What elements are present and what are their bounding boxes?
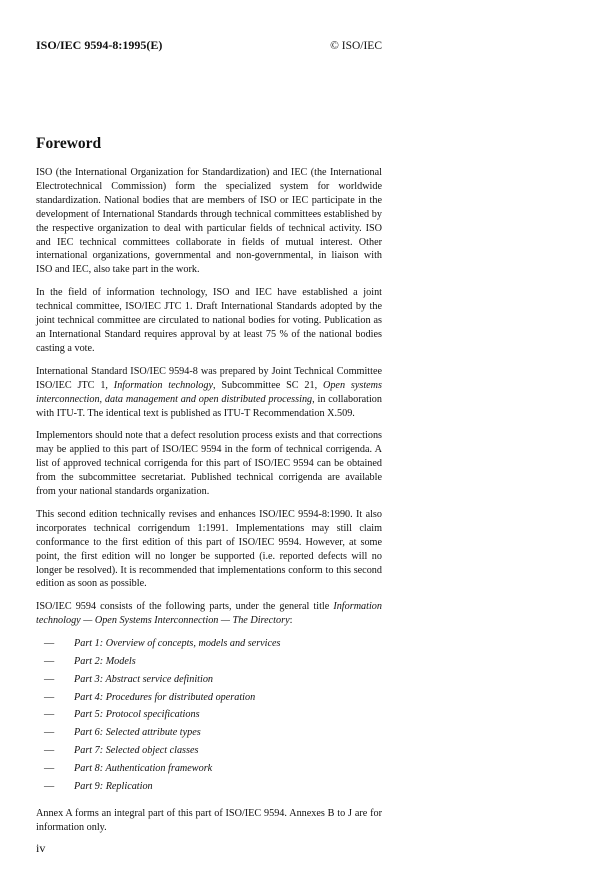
list-dash: — — [44, 762, 55, 774]
list-dash: — — [44, 673, 55, 685]
list-dash: — — [44, 744, 55, 756]
part-label: Part 6: Selected attribute types — [74, 727, 201, 739]
preparation-text-3: , in collaboration with ITU-T. The identical text is published as ITU-T Recommendation X.509. — [36, 393, 382, 419]
paragraph-joint-committee: In the field of information technology, ISO and IEC have established a joint technical committee, ISO/IEC JTC 1. Draft International Standards adopted by the joint technical committee are circulated to national bodies for voting. Publication as an International Standard requires approval by at least 75 % of the national bodies casting a vote. — [36, 287, 382, 354]
page-number: iv — [36, 841, 46, 855]
part-label: Part 7: Selected object classes — [74, 744, 199, 756]
list-dash: — — [44, 727, 55, 739]
list-item — [36, 673, 382, 691]
list-dash: — — [44, 655, 55, 667]
list-dash: — — [44, 780, 55, 792]
preparation-italic-1: Information technology — [113, 379, 214, 391]
list-dash: — — [44, 691, 55, 703]
part-label: Part 3: Abstract service definition — [74, 673, 214, 685]
part-label: Part 1: Overview of concepts, models and services — [74, 638, 281, 650]
parts-intro-text-2: : — [289, 615, 293, 627]
part-label: Part 9: Replication — [74, 780, 153, 792]
preparation-text-1: International Standard ISO/IEC 9594-8 was prepared by Joint Technical Committee ISO/IEC JTC 1, — [36, 365, 382, 391]
part-label: Part 2: Models — [74, 655, 136, 667]
paragraph-preparation — [36, 365, 382, 421]
preparation-italic-2: Open systems interconnection, data management and open distributed processing — [36, 379, 382, 405]
foreword-body — [36, 166, 382, 844]
paragraph-second-edition: This second edition technically revises and enhances ISO/IEC 9594-8:1990. It also incorporates technical corrigendum 1:1991. Implementations may still claim conformance to the first edition of this part of ISO/IEC 9594. However, at some point, the first edition will no longer be supported (i.e. reported defects will no longer be resolved). It is recommended that implementations conform to this second edition as soon as possible. — [36, 508, 382, 590]
parts-list — [36, 637, 382, 797]
list-item — [36, 726, 382, 744]
list-dash: — — [44, 709, 55, 721]
list-item — [36, 691, 382, 709]
paragraph-annexes: Annex A forms an integral part of this part of ISO/IEC 9594. Annexes B to J are for information only. — [36, 808, 382, 834]
part-label: Part 5: Protocol specifications — [74, 709, 200, 721]
paragraph-organizations: ISO (the International Organization for Standardization) and IEC (the International Electrotechnical Commission) form the specialized system for worldwide standardization. National bodies that are members of ISO or IEC participate in the development of International Standards through technical committees established by the respective organization to deal with particular fields of technical activity. ISO and IEC technical committees collaborate in fields of mutual interest. Other international organizations, governmental and non-governmental, in liaison with ISO and IEC, also take part in the work. — [36, 167, 382, 276]
copyright-notice: © ISO/IEC — [330, 40, 382, 52]
part-label: Part 8: Authentication framework — [74, 762, 213, 774]
list-item — [36, 744, 382, 762]
list-item — [36, 708, 382, 726]
paragraph-corrigenda: Implementors should note that a defect resolution process exists and that corrections may be applied to this part of ISO/IEC 9594 in the form of technical corrigenda. A list of approved technical corrigenda for this part of ISO/IEC 9594 can be obtained from the subcommittee secretariat. Published technical corrigenda are available from your national standards organization. — [36, 430, 382, 498]
preparation-text-2: , Subcommittee SC 21, — [213, 379, 323, 391]
list-item — [36, 780, 382, 798]
parts-intro-italic: Information technology — Open Systems Interconnection — The Directory — [36, 601, 382, 627]
list-item — [36, 655, 382, 673]
parts-intro-text-1: ISO/IEC 9594 consists of the following parts, under the general title — [36, 601, 334, 613]
document-id: ISO/IEC 9594-8:1995(E) — [36, 38, 163, 52]
page-title: Foreword — [36, 135, 102, 152]
list-item — [36, 637, 382, 655]
page-header — [36, 38, 382, 53]
list-dash: — — [44, 638, 55, 650]
part-label: Part 4: Procedures for distributed operation — [74, 691, 256, 703]
paragraph-parts-intro — [36, 600, 382, 628]
list-item — [36, 762, 382, 780]
